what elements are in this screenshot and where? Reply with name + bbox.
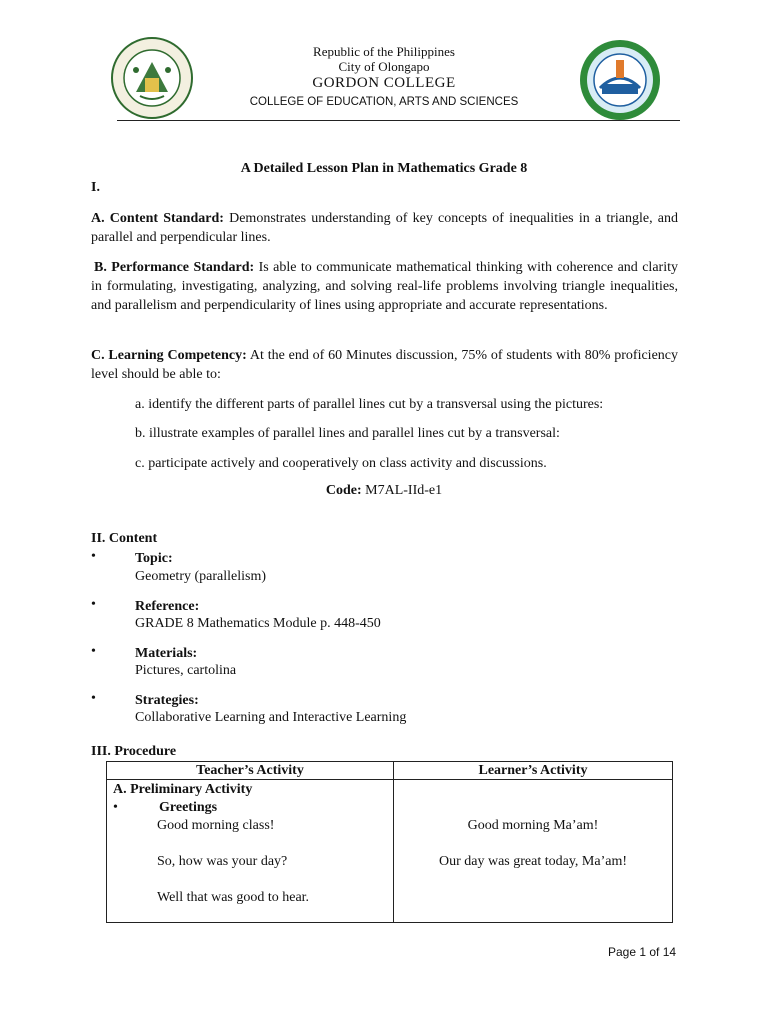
procedure-header-row: [107, 762, 673, 780]
procedure-table: [106, 761, 673, 923]
materials-label: Materials:: [135, 646, 198, 661]
content-standard-text: Demonstrates understanding of key concepts of inequalities in a triangle, and parallel and perpendicular lines.: [91, 211, 678, 245]
header-city: City of Olongapo: [338, 59, 430, 74]
learner-line-2: Our day was great today, Ma’am!: [438, 854, 628, 869]
performance-standard-label: B. Performance Standard:: [94, 260, 255, 275]
topic-value: Geometry (parallelism): [135, 569, 267, 584]
learner-activity-cell: [394, 780, 673, 923]
header-college: GORDON COLLEGE: [312, 75, 456, 91]
bullet-reference: •: [91, 597, 96, 612]
learning-competency: [91, 346, 678, 384]
competency-item-c: c. participate actively and cooperatively on class activity and discussions.: [135, 456, 547, 471]
document-title: A Detailed Lesson Plan in Mathematics Grade 8: [240, 161, 528, 176]
header-dept: COLLEGE OF EDUCATION, ARTS AND SCIENCES: [249, 96, 519, 108]
teacher-line-3: Well that was good to hear.: [157, 890, 310, 905]
code-line: [0, 483, 768, 499]
page-number: Page 1 of 14: [608, 945, 677, 959]
bullet-strategies: •: [91, 691, 96, 706]
learner-line-1: Good morning Ma’am!: [467, 818, 599, 833]
ceas-logo: [578, 38, 662, 122]
procedure-row: [107, 780, 673, 923]
content-standard: [91, 209, 678, 247]
learning-competency-label: C. Learning Competency:: [91, 348, 247, 363]
gordon-college-logo: [110, 36, 194, 120]
teacher-activity-cell: [107, 780, 394, 923]
teacher-line-1: Good morning class!: [157, 818, 275, 833]
section-one-label: I.: [91, 180, 100, 195]
strategies-value: Collaborative Learning and Interactive Learning: [135, 710, 407, 725]
header-republic: Republic of the Philippines: [313, 44, 455, 59]
content-standard-label: A. Content Standard:: [91, 211, 224, 226]
preliminary-activity-heading: A. Preliminary Activity: [113, 782, 253, 797]
procedure-heading: III. Procedure: [91, 744, 177, 759]
greetings-bullet: •: [113, 800, 118, 815]
topic-label: Topic:: [135, 551, 173, 566]
reference-value: GRADE 8 Mathematics Module p. 448-450: [135, 616, 381, 631]
performance-standard: [91, 258, 678, 315]
materials-value: Pictures, cartolina: [135, 663, 237, 678]
header-rule: [117, 120, 680, 121]
bullet-materials: •: [91, 644, 96, 659]
reference-label: Reference:: [135, 599, 200, 614]
learner-activity-header: Learner’s Activity: [394, 762, 673, 780]
bullet-topic: •: [91, 549, 96, 564]
performance-standard-text: Is able to communicate mathematical thinking with coherence and clarity in formulating, investigating, analyzing, and solving real-life problems involving triangle inequalities, and parallelism and perpendicularity of lines using appropriate and accurate representations.: [91, 260, 678, 313]
content-heading: II. Content: [91, 531, 158, 546]
competency-item-b: b. illustrate examples of parallel lines and parallel lines cut by a transversal:: [135, 426, 560, 441]
code-value: M7AL-IId-e1: [361, 483, 443, 498]
greetings-label: Greetings: [159, 800, 218, 815]
learning-competency-text: At the end of 60 Minutes discussion, 75% of students with 80% proficiency level should be able to:: [91, 348, 678, 382]
teacher-line-2: So, how was your day?: [157, 854, 288, 869]
competency-item-a: a. identify the different parts of parallel lines cut by a transversal using the pictures:: [135, 397, 604, 412]
strategies-label: Strategies:: [135, 693, 199, 708]
teacher-activity-header: Teacher’s Activity: [107, 762, 394, 780]
code-label: Code:: [325, 483, 362, 498]
